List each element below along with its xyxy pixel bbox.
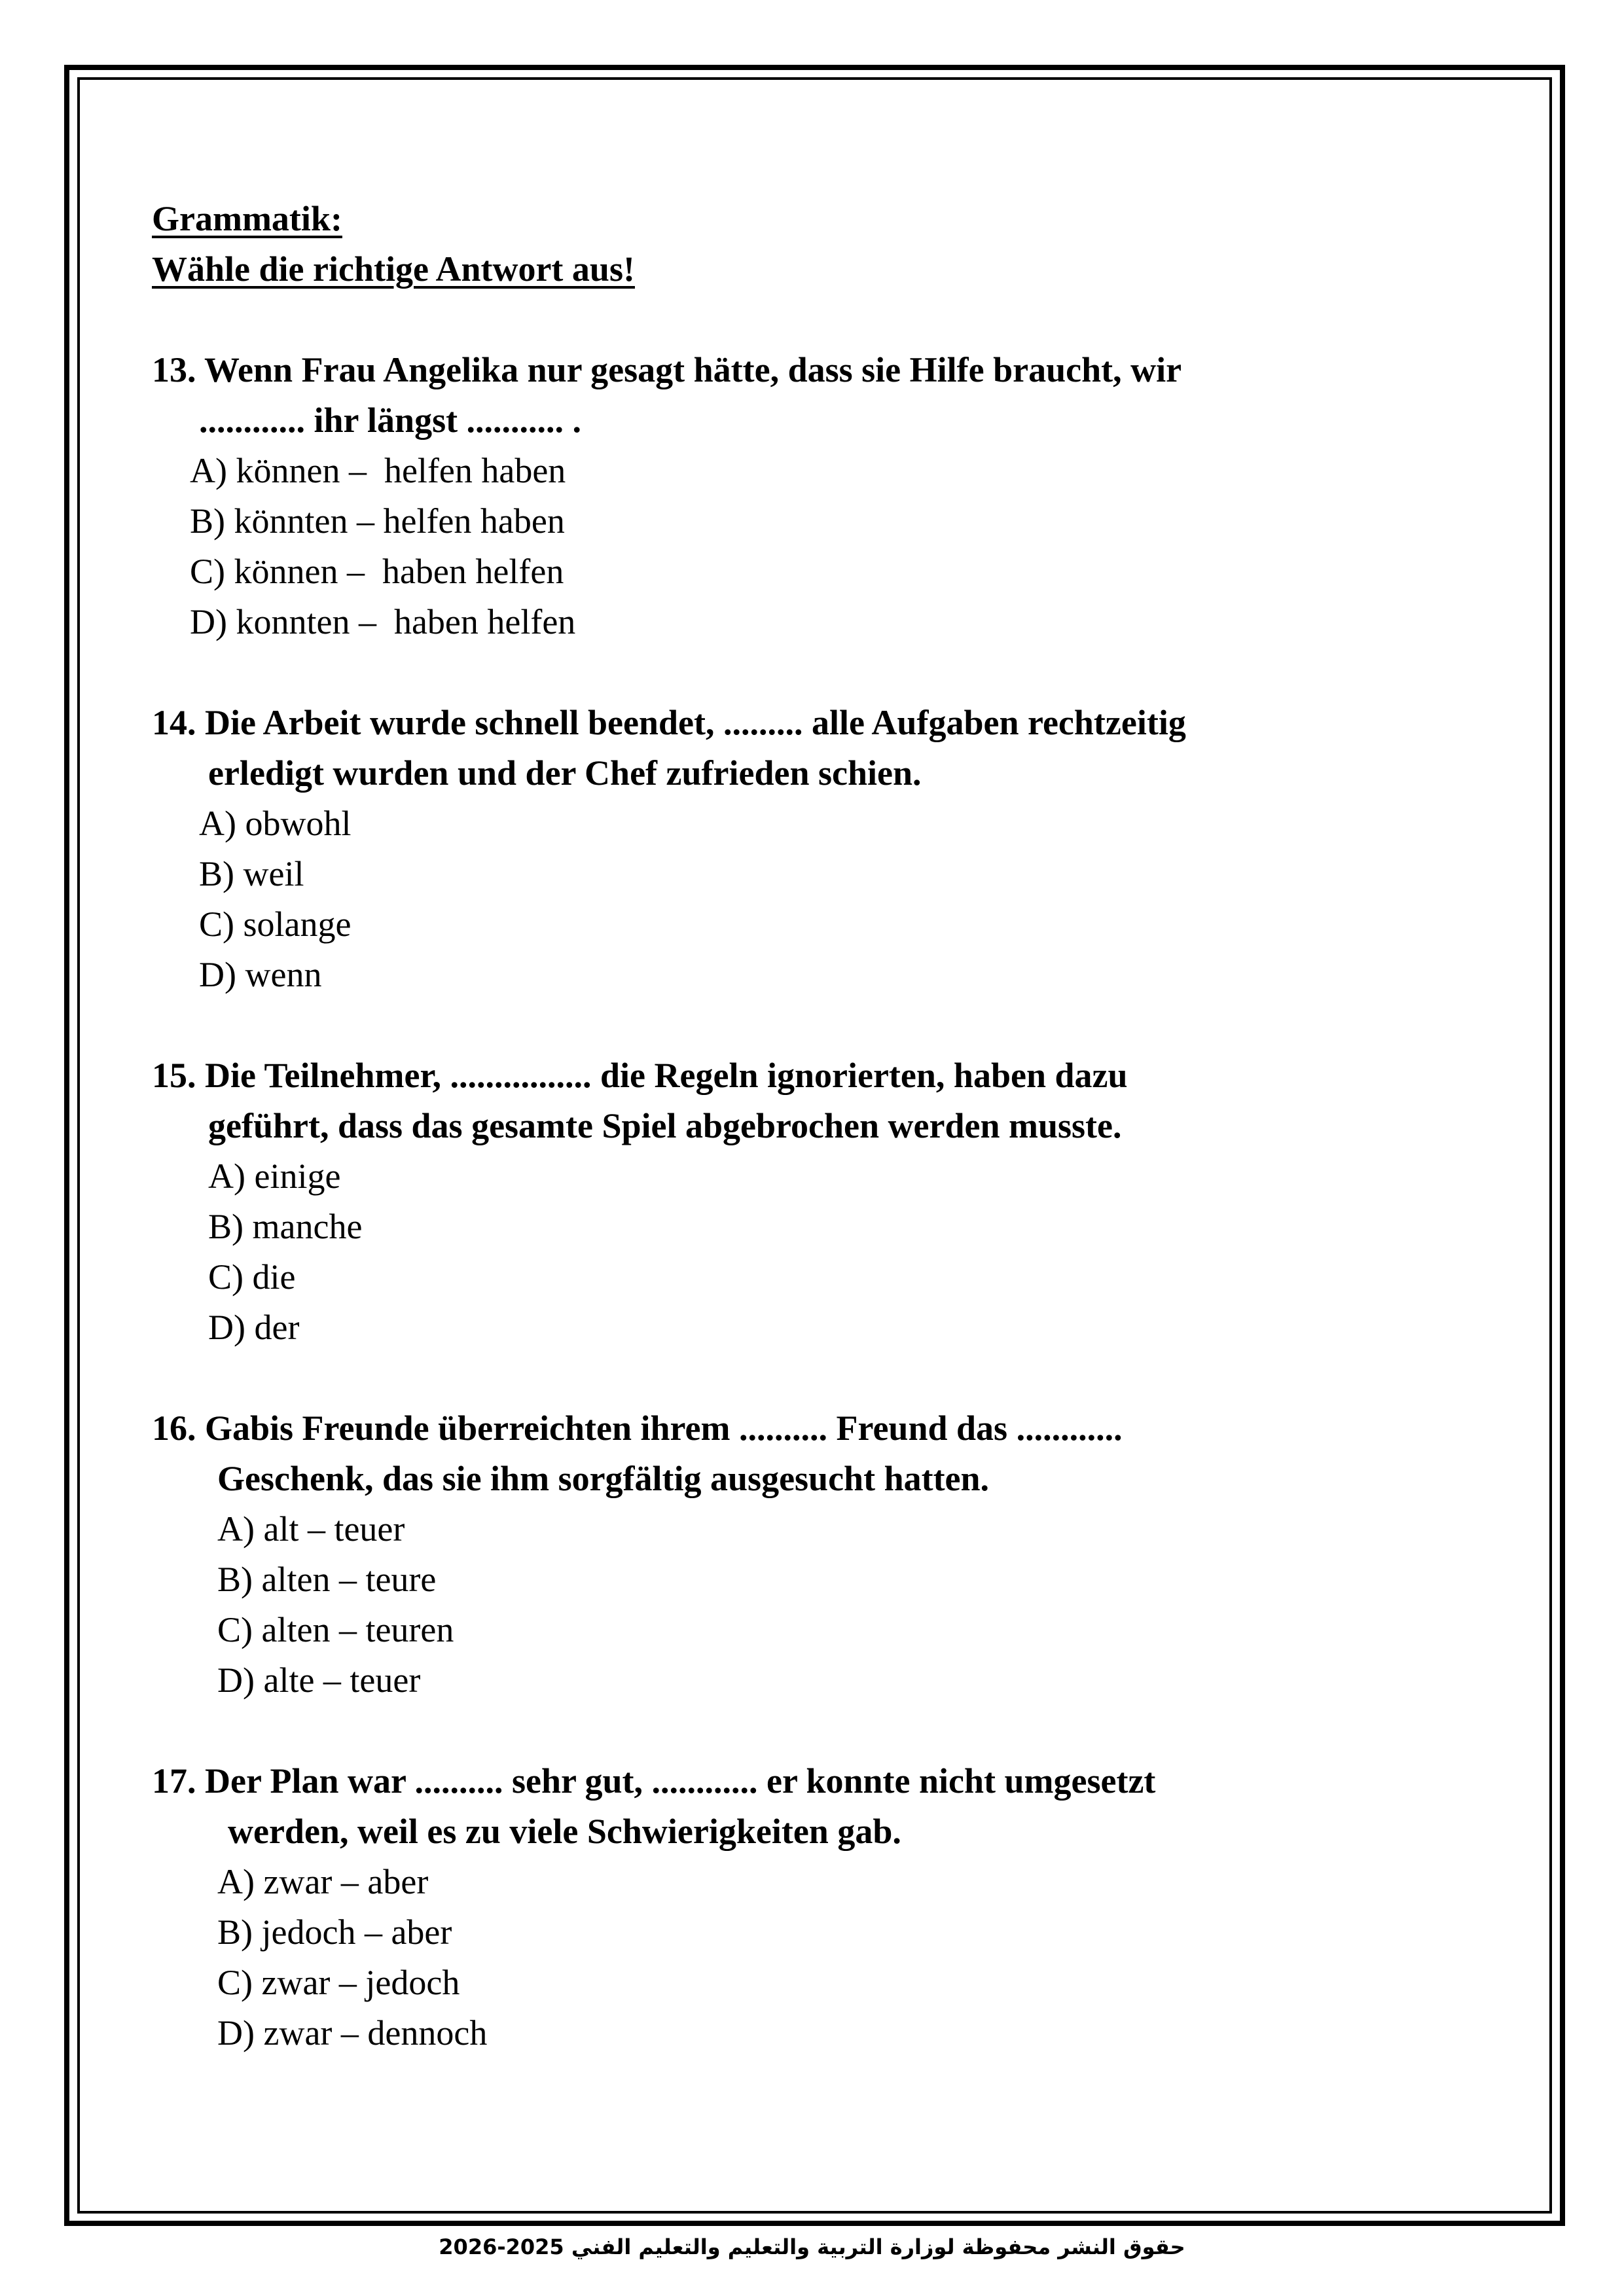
question-15-line-1: 15. Die Teilnehmer, ................ die Regeln ignorierten, haben dazu [152, 1056, 1128, 1095]
question-15-option-b[interactable]: B) manche [208, 1207, 363, 1246]
section-title: Grammatik: [152, 199, 342, 238]
question-13-line-1: 13. Wenn Frau Angelika nur gesagt hätte, dass sie Hilfe braucht, wir [152, 350, 1182, 389]
question-14-text [152, 698, 1500, 798]
question-15-option-d[interactable]: D) der [208, 1308, 300, 1347]
question-17-line-1: 17. Der Plan war .......... sehr gut, ............ er konnte nicht umgesetzt [152, 1761, 1156, 1801]
question-15-line-2: geführt, dass das gesamte Spiel abgebrochen werden musste. [208, 1106, 1122, 1145]
question-17-option-b[interactable]: B) jedoch – aber [217, 1912, 452, 1952]
question-13-options [152, 446, 1500, 647]
question-17-option-a[interactable]: A) zwar – aber [217, 1862, 429, 1901]
question-17-option-c[interactable]: C) zwar – jedoch [217, 1963, 460, 2002]
question-15-options [152, 1151, 1500, 1353]
question-17-options [152, 1857, 1500, 2058]
question-13-option-d[interactable]: D) konnten – haben helfen [190, 602, 576, 641]
question-13-option-b[interactable]: B) könnten – helfen haben [190, 501, 565, 541]
worksheet-content [152, 194, 1500, 2058]
question-13-text [152, 345, 1500, 446]
question-14-option-c[interactable]: C) solange [199, 905, 352, 944]
question-14-option-d[interactable]: D) wenn [199, 955, 322, 994]
question-16-option-c[interactable]: C) alten – teuren [217, 1610, 454, 1649]
question-14-line-1: 14. Die Arbeit wurde schnell beendet, ......... alle Aufgaben rechtzeitig [152, 703, 1186, 742]
question-15-option-c[interactable]: C) die [208, 1257, 296, 1297]
question-14-option-a[interactable]: A) obwohl [199, 804, 352, 843]
question-14-option-b[interactable]: B) weil [199, 854, 304, 893]
question-17-text [152, 1756, 1500, 1857]
question-13-option-a[interactable]: A) können – helfen haben [190, 451, 566, 490]
question-17-line-2: werden, weil es zu viele Schwierigkeiten gab. [228, 1812, 901, 1851]
question-16-option-d[interactable]: D) alte – teuer [217, 1660, 421, 1700]
question-13-line-2: ............ ihr längst ........... . [199, 401, 582, 440]
question-16-line-1: 16. Gabis Freunde überreichten ihrem .......... Freund das ............ [152, 1408, 1123, 1448]
question-16 [152, 1403, 1500, 1706]
question-16-line-2: Geschenk, das sie ihm sorgfältig ausgesucht hatten. [217, 1459, 990, 1498]
question-17 [152, 1756, 1500, 2058]
question-15-option-a[interactable]: A) einige [208, 1157, 341, 1196]
question-14-line-2: erledigt wurden und der Chef zufrieden schien. [208, 753, 922, 793]
section-instruction: Wähle die richtige Antwort aus! [152, 249, 635, 289]
question-16-options [152, 1504, 1500, 1706]
question-14-options [152, 798, 1500, 1000]
copyright-footer: حقوق النشر محفوظة لوزارة التربية والتعليم والتعليم الفني 2025-2026 [439, 2234, 1185, 2259]
question-16-text [152, 1403, 1500, 1504]
question-16-option-b[interactable]: B) alten – teure [217, 1560, 437, 1599]
question-16-option-a[interactable]: A) alt – teuer [217, 1509, 405, 1549]
question-14 [152, 698, 1500, 1000]
question-13-option-c[interactable]: C) können – haben helfen [190, 552, 564, 591]
question-17-option-d[interactable]: D) zwar – dennoch [217, 2013, 488, 2053]
question-13 [152, 345, 1500, 647]
question-15-text [152, 1050, 1500, 1151]
question-15 [152, 1050, 1500, 1353]
